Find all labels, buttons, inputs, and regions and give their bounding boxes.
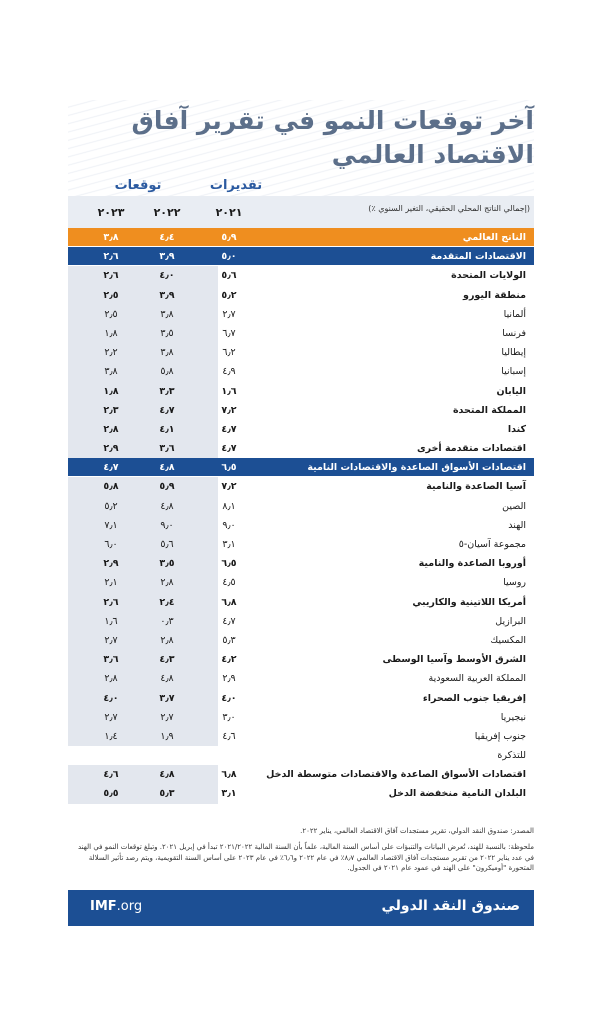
value-2023: ٥٫٥ xyxy=(103,788,119,800)
value-2022: ٢٫٨ xyxy=(160,634,174,646)
imf-url-main: IMF xyxy=(90,899,117,914)
value-2021: ٤٫٠ xyxy=(221,692,237,704)
value-2023: ٢٫٣ xyxy=(103,404,119,416)
row-label: المكسيك xyxy=(490,634,526,646)
row-label: المملكة العربية السعودية xyxy=(428,673,526,685)
value-2022: ٣٫٨ xyxy=(160,308,174,320)
value-2023: ٣٫٨ xyxy=(103,232,119,243)
value-2021: ٨٫١ xyxy=(222,500,236,512)
value-2021: ٥٫٢ xyxy=(221,289,237,301)
row-label: الهند xyxy=(508,519,526,531)
table-row xyxy=(68,286,534,305)
row-label: نيجيريا xyxy=(500,711,526,723)
value-2021: ٥٫٣ xyxy=(222,634,236,646)
table-row xyxy=(68,477,534,496)
table-row xyxy=(68,439,534,458)
value-2021: ٦٫٥ xyxy=(221,558,237,570)
value-2022 xyxy=(142,746,192,765)
value-2023: ٢٫٦ xyxy=(103,270,119,282)
table-row xyxy=(68,420,534,439)
value-2022: ٤٫٨ xyxy=(159,462,175,474)
value-2021: ٦٫٢ xyxy=(222,347,236,359)
footnote: ملحوظة: بالنسبة للهند، تُعرض البيانات والتنبؤات على أساس السنة المالية، علماً بأن السنة المالية ٢٠٢١/٢٠٢٢ تبدأ في إبريل ٢٠٢١. وتبلغ توقعات النمو في الهند في عدد يناير ٢٠٢٢ من تقرير مستجدات آفاق الاقتصاد العالمي ٨٫٧٪ في عام ٢٠٢٢ و٦٫٦٪ في عام ٢٠٢٣ على أساس السنة التقويمية، ويتم رصد تأثير السلالة المتحورة "أوميكرون" على الهند في عمود عام ٢٠٢١ في الجدول. xyxy=(78,843,534,872)
value-2023: ١٫٦ xyxy=(104,615,118,627)
value-2022: ١٫٩ xyxy=(160,730,174,742)
table-row xyxy=(68,631,534,650)
value-2023: ٣٫٨ xyxy=(104,366,118,378)
value-2022: ٤٫٣ xyxy=(159,654,175,666)
value-2023: ٧٫١ xyxy=(104,519,118,531)
table-row xyxy=(68,266,534,285)
row-label: الناتج العالمي xyxy=(462,232,526,243)
memo-label: للتذكرة xyxy=(497,750,526,762)
row-label: كندا xyxy=(507,423,526,435)
value-2021: ٦٫٨ xyxy=(221,769,237,781)
value-2023: ١٫٨ xyxy=(104,327,118,339)
row-label: الصين xyxy=(502,500,526,512)
value-2021: ٢٫٧ xyxy=(222,308,236,320)
row-label: اقتصادات الأسواق الصاعدة والاقتصادات النامية xyxy=(307,462,526,474)
table-row xyxy=(68,362,534,381)
value-2022: ٣٫٦ xyxy=(159,443,175,455)
value-2022: ٥٫٣ xyxy=(159,788,175,800)
value-2022: ٣٫٩ xyxy=(159,251,175,263)
imf-url-link[interactable] xyxy=(90,899,142,914)
value-2021: ٥٫٦ xyxy=(221,270,237,282)
value-2022: ٠٫٣ xyxy=(160,615,174,627)
table-row xyxy=(68,458,534,477)
footer-bar xyxy=(68,890,534,926)
value-2023: ٢٫٦ xyxy=(103,251,119,263)
value-2022: ٣٫٥ xyxy=(159,558,175,570)
value-2023: ٢٫٥ xyxy=(103,289,119,301)
year-2021: ٢٠٢١ xyxy=(215,206,243,219)
value-2021: ٤٫٩ xyxy=(222,366,236,378)
value-2023: ٢٫٧ xyxy=(104,711,118,723)
table-row xyxy=(68,746,534,765)
value-2022: ٤٫٨ xyxy=(160,673,174,685)
source-note: المصدر: صندوق النقد الدولي، تقرير مستجدات آفاق الاقتصاد العالمي، يناير ٢٠٢٢. xyxy=(300,827,534,835)
table-row xyxy=(68,305,534,324)
value-2023: ٢٫٩ xyxy=(103,558,119,570)
table-row xyxy=(68,573,534,592)
value-2023: ٢٫٢ xyxy=(104,347,118,359)
table-row xyxy=(68,516,534,535)
value-2021: ٥٫٩ xyxy=(221,232,237,243)
row-label: أوروبا الصاعدة والنامية xyxy=(418,558,526,570)
value-2023: ٢٫١ xyxy=(104,577,118,589)
value-2021: ٤٫٧ xyxy=(221,443,237,455)
table-row xyxy=(68,650,534,669)
value-2021: ٧٫٢ xyxy=(221,481,237,493)
value-2021: ٣٫١ xyxy=(221,788,237,800)
table-row xyxy=(68,228,534,247)
row-label: اقتصادات متقدمة أخرى xyxy=(416,443,526,455)
value-2022: ٣٫٧ xyxy=(159,692,175,704)
value-2021: ٤٫٥ xyxy=(222,577,236,589)
table-row xyxy=(68,382,534,401)
table-row xyxy=(68,497,534,516)
table-row xyxy=(68,247,534,266)
value-2022: ٩٫٠ xyxy=(160,519,174,531)
row-label: ألمانيا xyxy=(503,308,526,320)
row-label: المملكة المتحدة xyxy=(452,404,526,416)
row-label: آسيا الصاعدة والنامية xyxy=(426,481,526,493)
row-label: اليابان xyxy=(496,385,526,397)
value-2022: ٤٫١ xyxy=(159,423,175,435)
value-2021: ١٫٦ xyxy=(221,385,237,397)
value-2021: ٤٫٢ xyxy=(221,654,237,666)
value-2022: ٥٫٦ xyxy=(160,539,174,550)
table-row xyxy=(68,612,534,631)
value-2021: ٦٫٥ xyxy=(221,462,237,474)
table-row xyxy=(68,708,534,727)
row-label: منطقة اليورو xyxy=(463,289,526,301)
row-label: فرنسا xyxy=(502,327,526,339)
value-2021: ٤٫٦ xyxy=(222,730,236,742)
table-row xyxy=(68,343,534,362)
value-2023: ١٫٤ xyxy=(104,730,118,742)
table-row xyxy=(68,689,534,708)
table-row xyxy=(68,324,534,343)
row-label: الاقتصادات المتقدمة xyxy=(430,251,526,263)
value-2022: ٣٫٣ xyxy=(159,385,175,397)
value-2022: ٥٫٩ xyxy=(159,481,175,493)
table-row xyxy=(68,669,534,688)
value-2022: ٤٫٠ xyxy=(159,270,175,282)
year-2023: ٢٠٢٣ xyxy=(97,206,125,219)
value-2022: ٤٫٧ xyxy=(159,404,175,416)
estimates-label: تقديرات xyxy=(209,178,263,193)
year-2022: ٢٠٢٢ xyxy=(153,206,181,219)
value-2021: ٧٫٢ xyxy=(221,404,237,416)
table-row xyxy=(68,765,534,784)
value-2023: ٦٫٠ xyxy=(104,539,118,550)
row-label: الشرق الأوسط وآسيا الوسطى xyxy=(382,654,526,666)
row-label: روسيا xyxy=(503,577,526,589)
value-2021 xyxy=(204,746,254,765)
value-2023: ٥٫٢ xyxy=(104,500,118,512)
table-row xyxy=(68,727,534,746)
value-2023: ٢٫٦ xyxy=(103,596,119,608)
value-2021: ٦٫٧ xyxy=(222,327,236,339)
row-label: مجموعة آسيان-٥ xyxy=(458,539,526,550)
value-2021: ٤٫٧ xyxy=(221,423,237,435)
value-2021: ٥٫٠ xyxy=(221,251,237,263)
value-2023: ٢٫٥ xyxy=(104,308,118,320)
value-2022: ٤٫٨ xyxy=(159,769,175,781)
value-2022: ٢٫٨ xyxy=(160,577,174,589)
imf-name: صندوق النقد الدولي xyxy=(381,898,520,914)
row-label: الولايات المتحدة xyxy=(451,270,526,282)
value-2022: ٢٫٤ xyxy=(159,596,175,608)
infographic xyxy=(68,100,534,930)
row-label: اقتصادات الأسواق الصاعدة والاقتصادات متوسطة الدخل xyxy=(266,769,526,781)
value-2021: ٩٫٠ xyxy=(222,519,236,531)
value-2023: ٤٫٦ xyxy=(103,769,119,781)
table-row xyxy=(68,593,534,612)
value-2023: ٣٫٦ xyxy=(103,654,119,666)
row-label: إيطاليا xyxy=(501,347,526,359)
value-2023: ٤٫٧ xyxy=(103,462,119,474)
projections-label: توقعات xyxy=(114,178,162,193)
value-2022: ٤٫٨ xyxy=(160,500,174,512)
value-2022: ٣٫٨ xyxy=(160,347,174,359)
table-row xyxy=(68,554,534,573)
row-label: أمريكا اللاتينية والكاريبي xyxy=(412,596,526,608)
row-label: إفريقيا جنوب الصحراء xyxy=(422,692,526,704)
value-2023: ٢٫٨ xyxy=(103,423,119,435)
value-2023: ١٫٨ xyxy=(103,385,119,397)
table-row xyxy=(68,535,534,554)
value-2023: ٢٫٨ xyxy=(104,673,118,685)
imf-url-suffix: .org xyxy=(116,899,143,914)
value-2021: ٣٫١ xyxy=(222,539,236,550)
value-2023 xyxy=(86,746,136,765)
value-2022: ٢٫٧ xyxy=(160,711,174,723)
unit-label: (إجمالي الناتج المحلي الحقيقي، التغير السنوي ٪) xyxy=(368,204,530,213)
value-2023: ٢٫٩ xyxy=(103,443,119,455)
value-2021: ٦٫٨ xyxy=(221,596,237,608)
row-label: إسبانيا xyxy=(501,366,526,378)
value-2023: ٥٫٨ xyxy=(103,481,119,493)
value-2022: ٥٫٨ xyxy=(160,366,174,378)
value-2023: ٤٫٠ xyxy=(103,692,119,704)
page-title: آخر توقعات النمو في تقرير آفاق الاقتصاد العالمي xyxy=(131,106,534,169)
value-2021: ٤٫٧ xyxy=(222,615,236,627)
value-2021: ٣٫٠ xyxy=(222,711,236,723)
value-2022: ٣٫٩ xyxy=(159,289,175,301)
row-label: البرازيل xyxy=(495,615,526,627)
row-label: جنوب إفريقيا xyxy=(474,730,526,742)
table-row xyxy=(68,784,534,803)
value-2021: ٢٫٩ xyxy=(222,673,236,685)
value-2022: ٤٫٤ xyxy=(159,232,175,243)
row-label: البلدان النامية منخفضة الدخل xyxy=(388,788,526,800)
growth-table xyxy=(68,228,534,804)
value-2023: ٢٫٧ xyxy=(104,634,118,646)
value-2022: ٣٫٥ xyxy=(160,327,174,339)
table-row xyxy=(68,401,534,420)
